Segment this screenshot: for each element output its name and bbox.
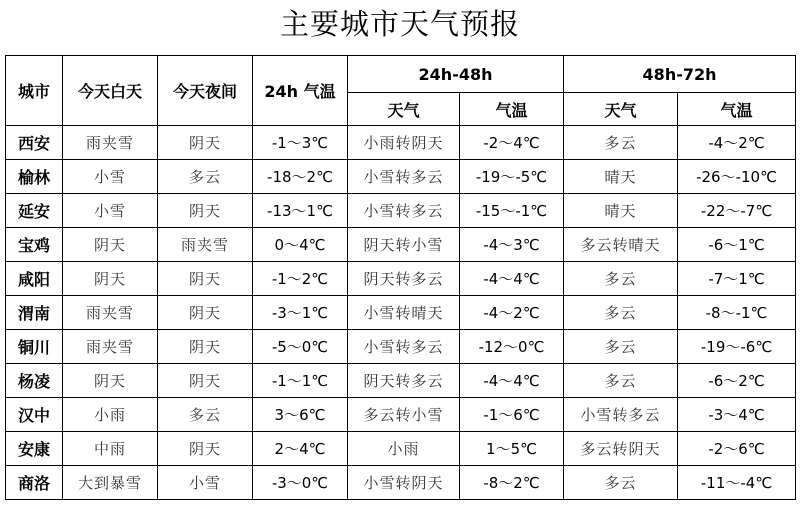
temp-24h-cell: -1～2℃ [253,262,348,296]
temp-24h-cell: 2～4℃ [253,432,348,466]
temp-24h-cell: -3～0℃ [253,466,348,500]
weather-72h-cell: 晴天 [564,194,678,228]
table-row [6,296,796,330]
weather-48h-cell: 多云转小雪 [348,398,460,432]
forecast-table [5,55,796,500]
today-day-cell: 小雪 [63,160,158,194]
weather-48h-cell: 小雪转多云 [348,194,460,228]
today-night-cell: 阴天 [158,364,253,398]
weather-48h-cell: 小雨 [348,432,460,466]
today-day-cell: 雨夹雪 [63,330,158,364]
weather-72h-cell: 多云 [564,466,678,500]
city-cell: 商洛 [6,466,63,500]
today-night-cell: 阴天 [158,262,253,296]
temp-48h-cell: -4～4℃ [460,262,564,296]
today-night-cell: 阴天 [158,296,253,330]
table-row [6,194,796,228]
today-night-cell: 阴天 [158,432,253,466]
city-cell: 西安 [6,126,63,160]
weather-72h-cell: 多云转阴天 [564,432,678,466]
today-day-cell: 小雨 [63,398,158,432]
weather-72h-cell: 多云 [564,364,678,398]
temp-72h-cell: -3～4℃ [678,398,796,432]
today-night-cell: 多云 [158,398,253,432]
city-cell: 汉中 [6,398,63,432]
today-day-cell: 雨夹雪 [63,126,158,160]
temp-72h-cell: -7～1℃ [678,262,796,296]
weather-48h-cell: 小雪转多云 [348,160,460,194]
temp-72h-cell: -22～-7℃ [678,194,796,228]
temp-24h-cell: -1～1℃ [253,364,348,398]
temp-72h-cell: -4～2℃ [678,126,796,160]
today-day-cell: 大到暴雪 [63,466,158,500]
header-today-night: 今天夜间 [158,56,253,126]
temp-48h-cell: -4～3℃ [460,228,564,262]
today-night-cell: 阴天 [158,126,253,160]
today-night-cell: 阴天 [158,194,253,228]
temp-48h-cell: -4～4℃ [460,364,564,398]
temp-72h-cell: -6～2℃ [678,364,796,398]
today-day-cell: 中雨 [63,432,158,466]
temp-24h-cell: 3～6℃ [253,398,348,432]
temp-48h-cell: -15～-1℃ [460,194,564,228]
temp-48h-cell: -8～2℃ [460,466,564,500]
city-cell: 宝鸡 [6,228,63,262]
temp-48h-cell: -4～2℃ [460,296,564,330]
header-weather-72: 天气 [564,93,678,126]
today-day-cell: 阴天 [63,228,158,262]
forecast-rows [6,126,796,500]
header-city: 城市 [6,56,63,126]
table-row [6,432,796,466]
temp-72h-cell: -6～1℃ [678,228,796,262]
header-temp-24h: 24h 气温 [253,56,348,126]
today-day-cell: 阴天 [63,364,158,398]
city-cell: 铜川 [6,330,63,364]
today-night-cell: 多云 [158,160,253,194]
page-title: 主要城市天气预报 [279,7,520,41]
city-cell: 延安 [6,194,63,228]
today-day-cell: 阴天 [63,262,158,296]
today-night-cell: 小雪 [158,466,253,500]
city-cell: 安康 [6,432,63,466]
weather-48h-cell: 小雪转晴天 [348,296,460,330]
weather-72h-cell: 多云 [564,330,678,364]
table-row [6,126,796,160]
today-day-cell: 雨夹雪 [63,296,158,330]
temp-24h-cell: -1～3℃ [253,126,348,160]
temp-24h-cell: -3～1℃ [253,296,348,330]
temp-72h-cell: -19～-6℃ [678,330,796,364]
weather-48h-cell: 小雪转阴天 [348,466,460,500]
temp-48h-cell: 1～5℃ [460,432,564,466]
weather-72h-cell: 多云转晴天 [564,228,678,262]
header-today-day: 今天白天 [63,56,158,126]
weather-72h-cell: 晴天 [564,160,678,194]
table-row [6,262,796,296]
header-weather-48: 天气 [348,93,460,126]
weather-48h-cell: 阴天转小雪 [348,228,460,262]
weather-48h-cell: 阴天转多云 [348,364,460,398]
temp-72h-cell: -8～-1℃ [678,296,796,330]
weather-72h-cell: 多云 [564,296,678,330]
temp-48h-cell: -12～0℃ [460,330,564,364]
header-temperature-72: 气温 [678,93,796,126]
today-night-cell: 阴天 [158,330,253,364]
temp-48h-cell: -19～-5℃ [460,160,564,194]
weather-48h-cell: 阴天转多云 [348,262,460,296]
temp-48h-cell: -1～6℃ [460,398,564,432]
table-row [6,466,796,500]
weather-72h-cell: 小雪转多云 [564,398,678,432]
weather-48h-cell: 小雪转多云 [348,330,460,364]
header-temperature-48: 气温 [460,93,564,126]
temp-24h-cell: -5～0℃ [253,330,348,364]
table-row [6,160,796,194]
table-row [6,364,796,398]
temp-72h-cell: -2～6℃ [678,432,796,466]
city-cell: 渭南 [6,296,63,330]
weather-48h-cell: 小雨转阴天 [348,126,460,160]
city-cell: 咸阳 [6,262,63,296]
weather-72h-cell: 多云 [564,126,678,160]
temp-72h-cell: -11～-4℃ [678,466,796,500]
temp-24h-cell: -13～1℃ [253,194,348,228]
temp-72h-cell: -26～-10℃ [678,160,796,194]
city-cell: 榆林 [6,160,63,194]
today-night-cell: 雨夹雪 [158,228,253,262]
weather-72h-cell: 多云 [564,262,678,296]
temp-24h-cell: 0～4℃ [253,228,348,262]
table-row [6,330,796,364]
temp-24h-cell: -18～2℃ [253,160,348,194]
header-period-24-48: 24h-48h [348,56,564,93]
today-day-cell: 小雪 [63,194,158,228]
header-period-48-72: 48h-72h [564,56,796,93]
city-cell: 杨凌 [6,364,63,398]
table-row [6,228,796,262]
temp-48h-cell: -2～4℃ [460,126,564,160]
table-row [6,398,796,432]
